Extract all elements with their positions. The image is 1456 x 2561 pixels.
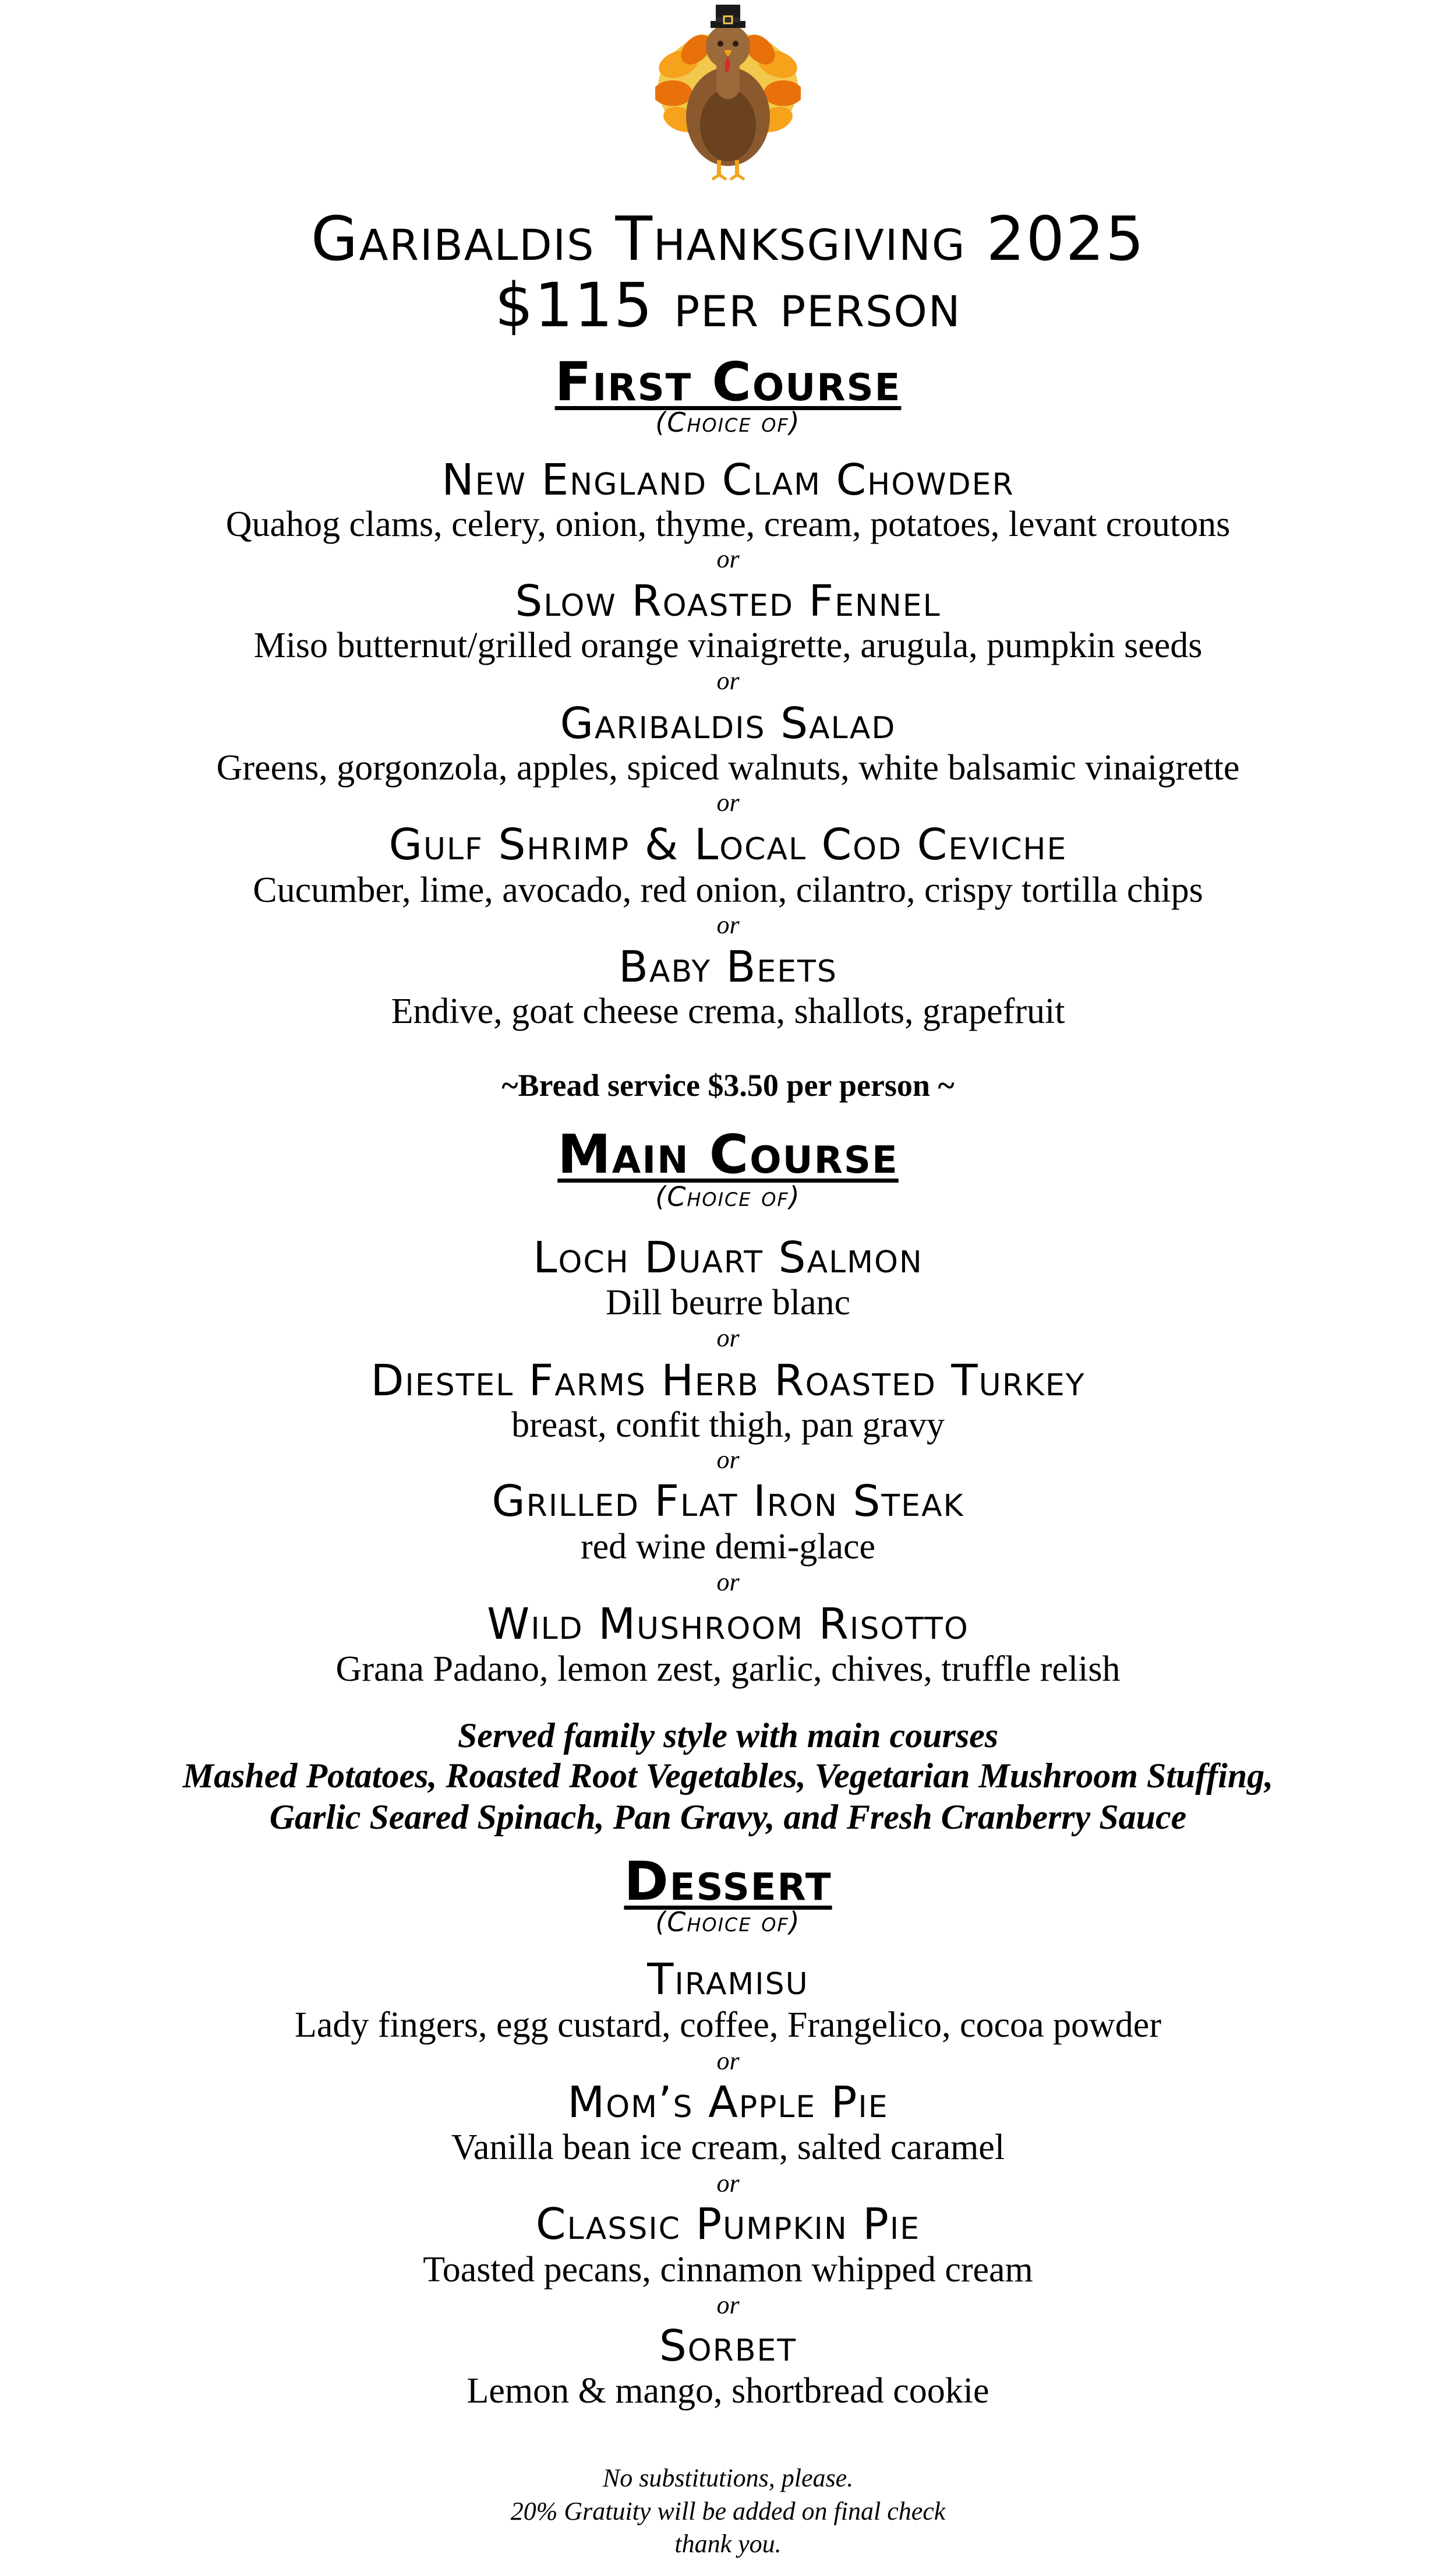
footer-substitutions-note: No substitutions, please. bbox=[602, 2464, 854, 2492]
dessert-choice: (Choice of) bbox=[655, 1906, 801, 1938]
first-course-heading: First Course bbox=[554, 351, 902, 413]
or-separator: or bbox=[716, 545, 740, 573]
or-separator: or bbox=[716, 911, 740, 939]
dessert-item-name: Mom’s Apple Pie bbox=[567, 2077, 889, 2128]
footer-thank-you: thank you. bbox=[674, 2530, 782, 2558]
dessert-heading: Dessert bbox=[624, 1850, 832, 1913]
or-separator: or bbox=[716, 2047, 740, 2075]
or-separator: or bbox=[716, 788, 740, 817]
bread-service-note: ~Bread service $3.50 per person ~ bbox=[501, 1068, 955, 1103]
dessert-item-name: Sorbet bbox=[659, 2321, 797, 2371]
first-course-item-name: New England Clam Chowder bbox=[441, 455, 1015, 505]
main-course-heading: Main Course bbox=[557, 1123, 899, 1186]
menu-price: $115 per person bbox=[494, 270, 962, 341]
main-course-item-description: breast, confit thigh, pan gravy bbox=[511, 1405, 945, 1445]
or-separator: or bbox=[716, 1324, 740, 1352]
dessert-item-name: Tiramisu bbox=[647, 1955, 809, 2005]
main-course-item-name: Grilled Flat Iron Steak bbox=[492, 1476, 964, 1526]
first-course-item-description: Endive, goat cheese crema, shallots, grapefruit bbox=[391, 992, 1065, 1031]
first-course-item-name: Garibaldis Salad bbox=[560, 699, 896, 749]
dessert-item-description: Vanilla bean ice cream, salted caramel bbox=[451, 2128, 1005, 2167]
main-course-item-name: Loch Duart Salmon bbox=[533, 1233, 923, 1283]
main-course-choice: (Choice of) bbox=[655, 1181, 801, 1212]
dessert-item-description: Lady fingers, egg custard, coffee, Frangelico, cocoa powder bbox=[295, 2005, 1161, 2045]
dessert-item-description: Lemon & mango, shortbread cookie bbox=[467, 2371, 989, 2411]
family-style-heading: Served family style with main courses bbox=[457, 1716, 999, 1755]
first-course-item-name: Slow Roasted Fennel bbox=[515, 576, 941, 626]
first-course-choice: (Choice of) bbox=[655, 407, 801, 438]
or-separator: or bbox=[716, 2291, 740, 2319]
main-course-item-description: red wine demi-glace bbox=[580, 1527, 876, 1567]
first-course-item-description: Cucumber, lime, avocado, red onion, cilantro, crispy tortilla chips bbox=[253, 870, 1203, 910]
first-course-item-description: Miso butternut/grilled orange vinaigrette, arugula, pumpkin seeds bbox=[253, 626, 1203, 665]
dessert-item-description: Toasted pecans, cinnamon whipped cream bbox=[423, 2250, 1033, 2290]
pilgrim-turkey-icon bbox=[655, 0, 801, 184]
or-separator: or bbox=[716, 1568, 740, 1596]
family-style-sides: Garlic Seared Spinach, Pan Gravy, and Fresh Cranberry Sauce bbox=[269, 1798, 1187, 1836]
main-course-item-name: Diestel Farms Herb Roasted Turkey bbox=[370, 1356, 1086, 1406]
or-separator: or bbox=[716, 2169, 740, 2197]
family-style-sides: Mashed Potatoes, Roasted Root Vegetables, Vegetarian Mushroom Stuffing, bbox=[182, 1756, 1274, 1795]
or-separator: or bbox=[716, 1445, 740, 1474]
main-course-item-description: Grana Padano, lemon zest, garlic, chives, truffle relish bbox=[335, 1649, 1121, 1689]
footer-gratuity-note: 20% Gratuity will be added on final check bbox=[510, 2497, 946, 2525]
main-course-item-description: Dill beurre blanc bbox=[605, 1283, 851, 1322]
or-separator: or bbox=[716, 666, 740, 695]
first-course-item-description: Greens, gorgonzola, apples, spiced walnuts, white balsamic vinaigrette bbox=[216, 748, 1240, 788]
dessert-item-name: Classic Pumpkin Pie bbox=[535, 2199, 921, 2249]
first-course-item-name: Baby Beets bbox=[619, 942, 837, 992]
menu-title: Garibaldis Thanksgiving 2025 bbox=[310, 203, 1146, 274]
main-course-item-name: Wild Mushroom Risotto bbox=[487, 1599, 969, 1649]
first-course-item-description: Quahog clams, celery, onion, thyme, cream, potatoes, levant croutons bbox=[225, 505, 1231, 544]
first-course-item-name: Gulf Shrimp & Local Cod Ceviche bbox=[388, 820, 1068, 870]
